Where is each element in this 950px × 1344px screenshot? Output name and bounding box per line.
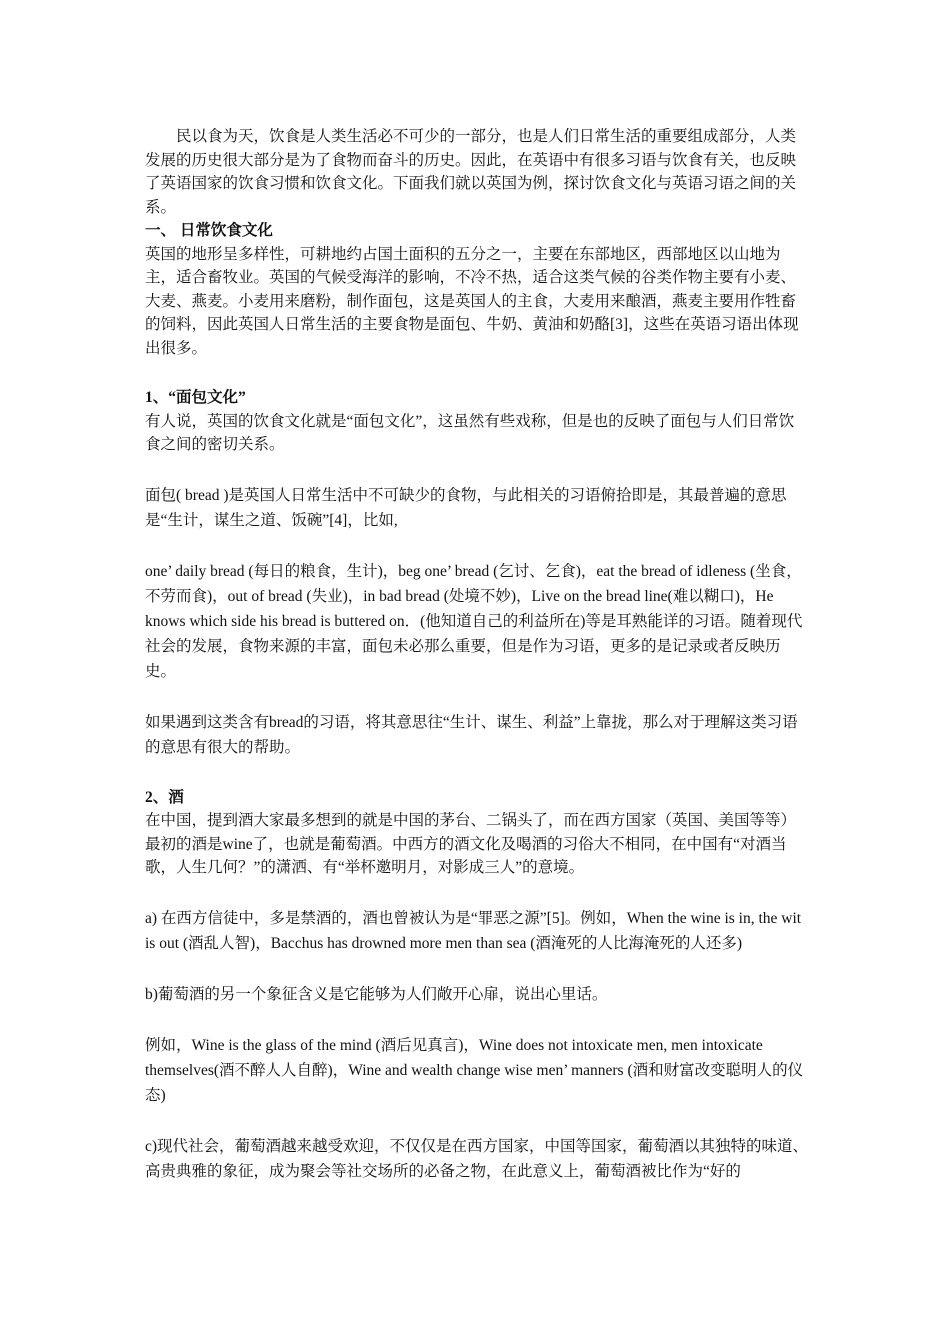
wine-paragraph-intro: 在中国，提到酒大家最多想到的就是中国的茅台、二锅头了，而在西方国家（英国、美国等等）最初的酒是wine了，也就是葡萄酒。中西方的酒文化及喝酒的习俗大不相同，在中国有“对酒当歌，人生几何？”的潇洒、有“举杯邀明月，对影成三人”的意境。 <box>145 812 797 876</box>
bread-paragraph-idioms: one’ daily bread (每日的粮食，生计)，beg one’ bread (乞讨、乞食)，eat the bread of idleness (坐食，不劳而食)，out of bread (失业)，in bad bread (处境不妙)，Live on the bread line(难以糊口)，He knows which side his bread is buttered on．(他知道自己的利益所在)等是耳熟能详的习语。随着现代社会的发展，食物来源的丰富，面包未必那么重要，但是作为习语，更多的是记录或者反映历史。 <box>145 562 803 680</box>
wine-paragraph-b-examples: 例如，Wine is the glass of the mind (酒后见真言)，Wine does not intoxicate men, men intoxicate themselves(酒不醉人人自醉)，Wine and wealth change wise men’ manners (酒和财富改变聪明人的仪态) <box>145 1036 804 1104</box>
section-heading-daily-food-culture: 一、 日常饮食文化 <box>145 222 273 239</box>
document-body <box>145 125 809 1184</box>
subsection-heading-bread-culture: 1、“面包文化” <box>145 389 246 406</box>
subsection-heading-wine: 2、酒 <box>145 788 184 806</box>
intro-paragraph: 民以食为天，饮食是人类生活必不可少的一部分，也是人们日常生活的重要组成部分，人类发展的历史很大部分是为了食物而奋斗的历史。因此，在英语中有很多习语与饮食有关，也反映了英语国家的饮食习惯和饮食文化。下面我们就以英国为例，探讨饮食文化与英语习语之间的关系。 <box>145 128 797 216</box>
bread-paragraph-summary: 如果遇到这类含有bread的习语，将其意思往“生计、谋生、利益”上靠拢，那么对于理解这类习语的意思有很大的帮助。 <box>145 713 798 756</box>
wine-paragraph-b: b)葡萄酒的另一个象征含义是它能够为人们敞开心扉，说出心里话。 <box>145 985 608 1003</box>
wine-paragraph-c: c)现代社会，葡萄酒越来越受欢迎，不仅仅是在西方国家，中国等国家，葡萄酒以其独特的味道、高贵典雅的象征，成为聚会等社交场所的必备之物，在此意义上，葡萄酒被比作为“好的 <box>145 1137 809 1180</box>
section-paragraph-geography: 英国的地形呈多样性，可耕地约占国土面积的五分之一，主要在东部地区，西部地区以山地为主，适合畜牧业。英国的气候受海洋的影响，不冷不热，适合这类气候的谷类作物主要有小麦、大麦、燕麦。小麦用来磨粉，制作面包，这是英国人的主食，大麦用来酿酒，燕麦主要用作牲畜的饲料，因此英国人日常生活的主要食物是面包、牛奶、黄油和奶酪[3]，这些在英语习语出体现出很多。 <box>145 245 799 357</box>
bread-paragraph-intro: 有人说，英国的饮食文化就是“面包文化”，这虽然有些戏称，但是也的反映了面包与人们日常饮食之间的密切关系。 <box>145 412 795 453</box>
wine-paragraph-a: a) 在西方信徒中，多是禁酒的，酒也曾被认为是“罪恶之源”[5]。例如，When the wine is in, the wit is out (酒乱人智)，Bacchus has drowned more men than sea (酒淹死的人比海淹死的人还多) <box>145 909 802 952</box>
bread-paragraph-meaning: 面包( bread )是英国人日常生活中不可缺少的食物，与此相关的习语俯拾即是，其最普遍的意思是“生计，谋生之道、饭碗”[4]，比如, <box>145 486 787 529</box>
